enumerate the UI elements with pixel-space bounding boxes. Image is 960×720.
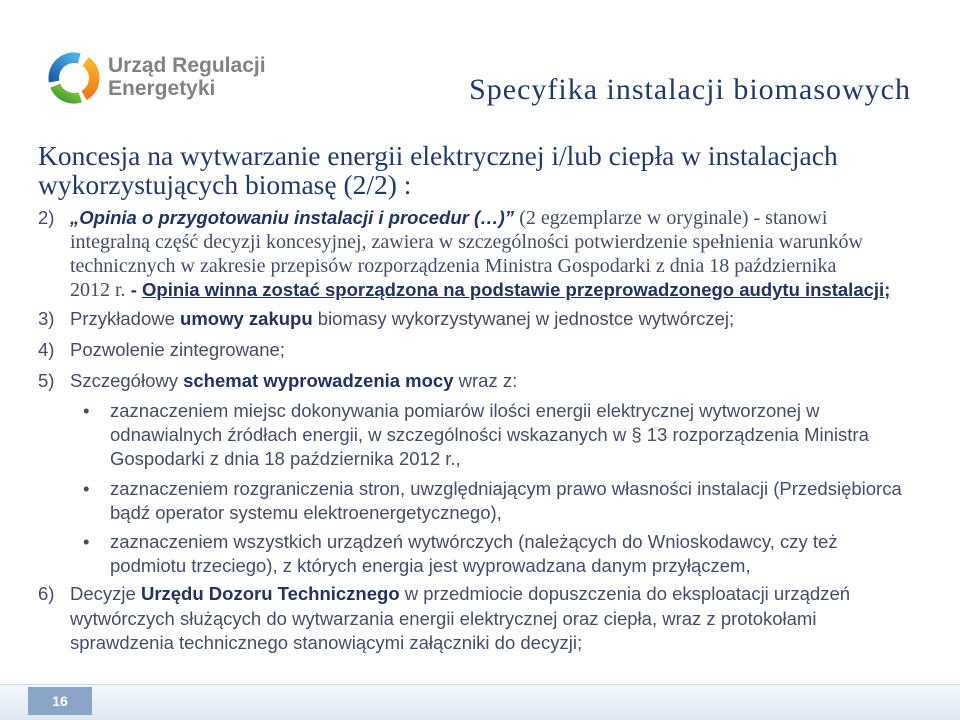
logo-wordmark	[108, 54, 266, 100]
footer-band	[0, 684, 960, 720]
regulation-date: 2012 r.	[70, 279, 126, 301]
list-item-2	[38, 206, 938, 302]
list-text: biomasy wykorzystywanej w jednostce wytwórczej;	[317, 308, 735, 329]
list-item-line	[70, 369, 938, 393]
sub-bullet-line: zaznaczeniem miejsc dokonywania pomiarów ilości energii elektrycznej wytworzonej w	[110, 400, 820, 421]
list-marker: 6)	[38, 583, 55, 604]
list-text: w przedmiocie dopuszczenia do eksploatacji urządzeń	[404, 583, 851, 604]
slide-title: Specyfika instalacji biomasowych	[469, 73, 911, 106]
list-text: Szczegółowy	[70, 370, 178, 391]
sub-bullet-item	[38, 530, 938, 578]
list-item-line	[70, 206, 938, 230]
list-text-bold: Urzędu Dozoru Technicznego	[140, 583, 400, 604]
list-marker: 2)	[38, 207, 55, 228]
sub-bullet-item	[38, 399, 938, 471]
list-item-4	[38, 338, 938, 362]
audit-requirement: Opinia winna zostać sporządzona na podstawie przeprowadzonego audytu instalacji;	[142, 279, 891, 300]
logo-arc-orange	[84, 61, 94, 95]
logo-arc-green	[55, 86, 80, 99]
page-number: 16	[52, 693, 68, 709]
list-item-line: wytwórczych służących do wytwarzania energii elektrycznej oraz ciepła, wraz z protokołami	[70, 607, 817, 629]
list-item-body	[70, 307, 938, 331]
sub-bullet-line: odnawialnych źródłach energii, w szczególności wskazanych w § 13 rozporządzenia Ministra	[110, 424, 869, 445]
list-item-3	[38, 307, 938, 331]
list-item-line: sprawdzenia technicznego stanowiącymi załączniki do decyzji;	[70, 632, 583, 653]
section-heading-line: wykorzystujących biomasę (2/2) :	[38, 169, 412, 200]
list-text-bold: umowy zakupu	[180, 308, 313, 329]
logo-name-line2: Energetyki	[108, 77, 216, 100]
list-item-line: technicznych w zakresie przepisów rozporządzenia Ministra Gospodarki z dnia 18 października	[70, 255, 837, 277]
list-item-body	[70, 338, 938, 362]
sub-bullet-body	[110, 477, 938, 525]
list-marker: 3)	[38, 308, 55, 329]
list-item-line	[70, 582, 938, 607]
list-marker: 5)	[38, 370, 55, 391]
list-item-line	[70, 307, 938, 331]
dash-separator: -	[130, 279, 137, 300]
list-text: wraz z:	[458, 370, 518, 391]
section-heading-line: Koncesja na wytwarzanie energii elektrycznej i/lub ciepła w instalacjach	[38, 140, 838, 171]
bullet-point: •	[83, 400, 90, 421]
logo-name-line1: Urząd Regulacji	[108, 54, 266, 77]
opinion-document-name: „Opinia o przygotowaniu instalacji i procedur (…)”	[70, 207, 515, 228]
ure-swirl-logo-icon	[47, 51, 101, 105]
sub-bullet-line: zaznaczeniem wszystkich urządzeń wytwórczych (należących do Wnioskodawcy, czy też	[110, 531, 838, 552]
list-item-body	[70, 206, 938, 302]
list-item-line: integralną część decyzji koncesyjnej, zawiera w szczególności potwierdzenie spełnienia warunków	[70, 231, 863, 253]
list-text: Decyzje	[70, 583, 136, 604]
list-item-line	[70, 278, 938, 302]
sub-bullet-line: zaznaczeniem rozgraniczenia stron, uwzględniającym prawo własności instalacji (Przedsiębiorca	[110, 478, 902, 499]
section-heading	[38, 141, 838, 199]
list-text-bold: schemat wyprowadzenia mocy	[183, 370, 454, 391]
list-marker: 4)	[38, 339, 55, 360]
bullet-point: •	[83, 478, 90, 499]
list-text: Przykładowe	[70, 308, 175, 329]
list-item-6	[38, 582, 938, 656]
list-item-5	[38, 369, 938, 393]
list-item-body	[70, 369, 938, 393]
logo-arc-blue	[54, 58, 79, 82]
sub-bullet-body	[110, 530, 938, 578]
list-item-body	[70, 582, 938, 656]
sub-bullet-line: podmiotu trzeciego), z których energia jest wyprowadzana danym przyłączem,	[110, 555, 751, 576]
ure-logo	[47, 51, 277, 107]
sub-bullet-item	[38, 477, 938, 525]
sub-bullet-line: Gospodarki z dnia 18 października 2012 r.,	[110, 448, 461, 469]
opinion-copies-note: (2 egzemplarze w oryginale) - stanowi	[519, 207, 828, 229]
sub-bullet-body	[110, 399, 938, 471]
sub-bullet-line: bądź operator systemu elektroenergetycznego),	[110, 502, 502, 523]
list-item-line: Pozwolenie zintegrowane;	[70, 339, 285, 360]
page-number-box	[28, 687, 92, 715]
bullet-point: •	[83, 531, 90, 552]
